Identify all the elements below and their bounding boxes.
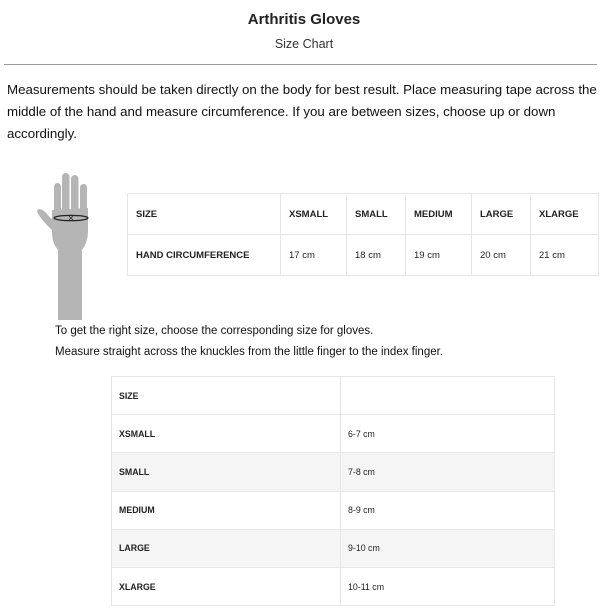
page-subtitle: Size Chart (274, 37, 334, 51)
measurement-instructions: Measurements should be taken directly on the body for best result. Place measuring tape across the middle of the hand and measure circumference. If you are between sizes, choose up or down accordingly. (7, 82, 597, 141)
size-header-cell: SIZE (128, 194, 281, 235)
table-row (112, 491, 555, 529)
hand-circumference-label: HAND CIRCUMFERENCE (128, 235, 281, 276)
value-header-cell (341, 377, 555, 415)
size-label: LARGE (112, 529, 341, 567)
size-label: MEDIUM (112, 491, 341, 529)
large-circumference: 20 cm (472, 235, 531, 276)
size-value: 7-8 cm (341, 453, 555, 491)
size-value: 9-10 cm (341, 529, 555, 567)
table-row (112, 529, 555, 567)
hand-circumference-table (127, 193, 599, 276)
size-header-cell: SIZE (112, 377, 341, 415)
knuckle-note: Measure straight across the knuckles from the little finger to the index finger. (55, 346, 443, 358)
size-xlarge-header: XLARGE (531, 194, 599, 235)
size-value: 6-7 cm (341, 415, 555, 453)
size-medium-header: MEDIUM (406, 194, 472, 235)
size-note: To get the right size, choose the corresponding size for gloves. (55, 325, 374, 337)
size-value: 10-11 cm (341, 567, 555, 605)
size-label: XSMALL (112, 415, 341, 453)
table-row (112, 567, 555, 605)
size-xsmall-header: XSMALL (281, 194, 347, 235)
size-small-header: SMALL (347, 194, 406, 235)
medium-circumference: 19 cm (406, 235, 472, 276)
table-row (128, 235, 599, 276)
header-divider (4, 64, 597, 65)
xsmall-circumference: 17 cm (281, 235, 347, 276)
small-circumference: 18 cm (347, 235, 406, 276)
table-row (128, 194, 599, 235)
size-label: SMALL (112, 453, 341, 491)
hand-measure-icon (35, 170, 97, 320)
knuckle-size-table (111, 376, 555, 606)
table-row (112, 453, 555, 491)
table-row (112, 377, 555, 415)
size-large-header: LARGE (472, 194, 531, 235)
xlarge-circumference: 21 cm (531, 235, 599, 276)
page-title: Arthritis Gloves (247, 11, 361, 28)
table-row (112, 415, 555, 453)
size-label: XLARGE (112, 567, 341, 605)
size-value: 8-9 cm (341, 491, 555, 529)
